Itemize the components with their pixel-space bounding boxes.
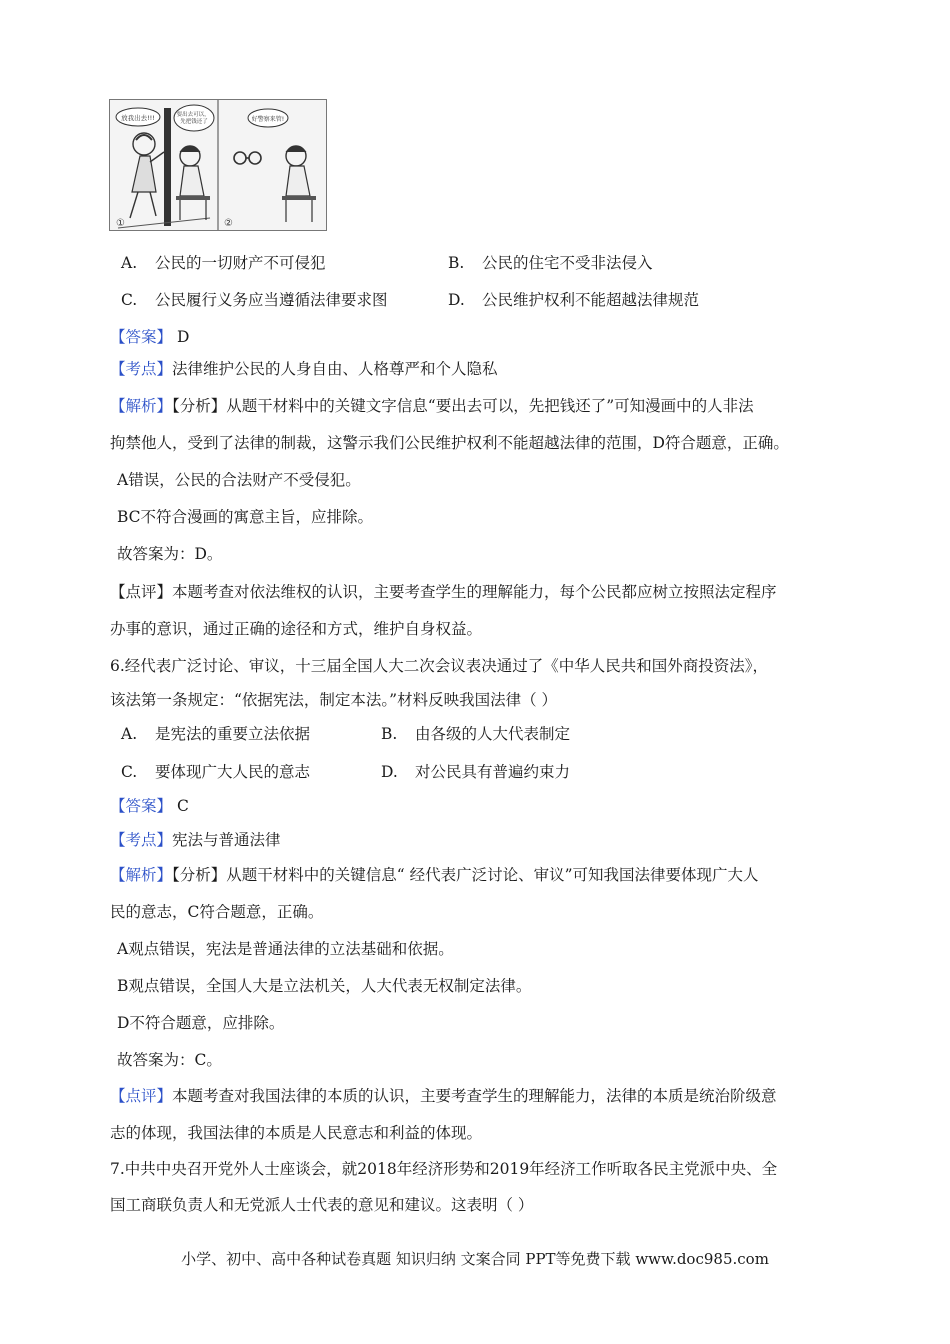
point-text: 宪法与普通法律 xyxy=(172,831,281,849)
option-letter: C. xyxy=(121,291,138,309)
option-text: 对公民具有普遍约束力 xyxy=(415,763,571,781)
q6-stem-1: 6.经代表广泛讨论、审议，十三届全国人大二次会议表决通过了《中华人民共和国外商投资法》， xyxy=(110,657,769,675)
comment-tag: 【点评】 xyxy=(110,1087,173,1105)
page-footer: 小学、初中、高中各种试卷真题 知识归纳 文案合同 PPT等免费下载 www.doc985.com xyxy=(181,1250,769,1268)
q6-comment-2: 志的体现，我国法律的本质是人民意志和利益的体现。 xyxy=(110,1124,483,1142)
analysis-text: 【分析】从题干材料中的关键文字信息“要出去可以，先把钱还了”可知漫画中的人非法 xyxy=(172,397,754,415)
analysis-tag: 【解析】 xyxy=(110,866,173,884)
comment-text: 本题考查对我国法律的本质的认识，主要考查学生的理解能力，法律的本质是统治阶级意 xyxy=(172,1087,777,1105)
q6-comment-1 xyxy=(110,1085,777,1107)
q7-stem-2: 国工商联负责人和无党派人士代表的意见和建议。这表明（ ） xyxy=(110,1196,534,1214)
q7-stem-1: 7.中共中央召开党外人士座谈会，就2018年经济形势和2019年经济工作听取各民主党派中央、全 xyxy=(110,1160,778,1178)
comic-bubble-3: 好警察来管! xyxy=(251,116,285,123)
q6-analysis-3: A观点错误，宪法是普通法律的立法基础和依据。 xyxy=(117,940,454,958)
q5-comment-1: 【点评】本题考查对依法维权的认识，主要考查学生的理解能力，每个公民都应树立按照法定程序 xyxy=(110,583,777,601)
comic-bubble-2 xyxy=(177,110,212,125)
q6-analysis-1 xyxy=(110,864,759,886)
option-letter: D. xyxy=(381,763,398,781)
q6-analysis-6: 故答案为：C。 xyxy=(117,1051,222,1069)
option-letter: A. xyxy=(121,725,138,743)
answer-tag: 【答案】 xyxy=(110,797,173,815)
option-letter: C. xyxy=(121,763,138,781)
q5-option-a xyxy=(121,252,326,274)
option-text: 公民履行义务应当遵循法律要求图 xyxy=(155,291,388,309)
q6-option-d xyxy=(381,761,570,783)
q5-analysis-2: 拘禁他人，受到了法律的制裁，这警示我们公民维护权利不能超越法律的范围，D符合题意，正确。 xyxy=(110,434,789,452)
q5-answer xyxy=(110,326,189,348)
option-text: 公民维护权利不能超越法律规范 xyxy=(482,291,700,309)
q5-option-c xyxy=(121,289,388,311)
comic-illustration xyxy=(109,99,327,231)
q6-analysis-5: D不符合题意，应排除。 xyxy=(117,1014,285,1032)
q5-analysis-3: A错误，公民的合法财产不受侵犯。 xyxy=(117,471,361,489)
option-letter: A. xyxy=(121,254,138,272)
option-text: 是宪法的重要立法依据 xyxy=(155,725,311,743)
comic-panel-2-label: ② xyxy=(224,218,233,229)
q6-analysis-4: B观点错误，全国人大是立法机关，人大代表无权制定法律。 xyxy=(117,977,532,995)
point-text: 法律维护公民的人身自由、人格尊严和个人隐私 xyxy=(172,360,498,378)
q5-point xyxy=(110,358,498,380)
q5-analysis-4: BC不符合漫画的寓意主旨，应排除。 xyxy=(117,508,374,526)
analysis-tag: 【解析】 xyxy=(110,397,173,415)
q5-option-d xyxy=(448,289,699,311)
q5-option-b xyxy=(448,252,653,274)
point-tag: 【考点】 xyxy=(110,360,173,378)
option-letter: D. xyxy=(448,291,465,309)
q6-option-b xyxy=(381,723,570,745)
answer-value: D xyxy=(176,328,190,346)
comic-bubble-1: 放我出去!!! xyxy=(121,114,155,122)
option-text: 公民的一切财产不可侵犯 xyxy=(155,254,326,272)
point-tag: 【考点】 xyxy=(110,831,173,849)
comic-drawing xyxy=(110,100,326,230)
analysis-text: 【分析】从题干材料中的关键信息“ 经代表广泛讨论、审议”可知我国法律要体现广大人 xyxy=(172,866,759,884)
q6-answer xyxy=(110,795,189,817)
option-text: 要体现广大人民的意志 xyxy=(155,763,311,781)
option-text: 由各级的人大代表制定 xyxy=(415,725,571,743)
comic-panel-1-label: ① xyxy=(116,218,125,229)
answer-value: C xyxy=(176,797,189,815)
q5-analysis-1 xyxy=(110,395,754,417)
q6-option-a xyxy=(121,723,310,745)
q5-analysis-5: 故答案为：D。 xyxy=(117,545,223,563)
comic-bubble-2-line: 先把钱还了 xyxy=(180,119,208,125)
answer-tag: 【答案】 xyxy=(110,328,173,346)
q6-point xyxy=(110,829,281,851)
q6-stem-2: 该法第一条规定：“依据宪法，制定本法。”材料反映我国法律（ ） xyxy=(110,691,558,709)
q5-comment-2: 办事的意识，通过正确的途径和方式，维护自身权益。 xyxy=(110,620,483,638)
q6-option-c xyxy=(121,761,310,783)
option-letter: B. xyxy=(381,725,398,743)
q6-analysis-2: 民的意志，C符合题意，正确。 xyxy=(110,903,324,921)
comic-bubble-2-line: 要出去可以， xyxy=(176,112,210,118)
option-letter: B. xyxy=(448,254,465,272)
option-text: 公民的住宅不受非法侵入 xyxy=(482,254,653,272)
